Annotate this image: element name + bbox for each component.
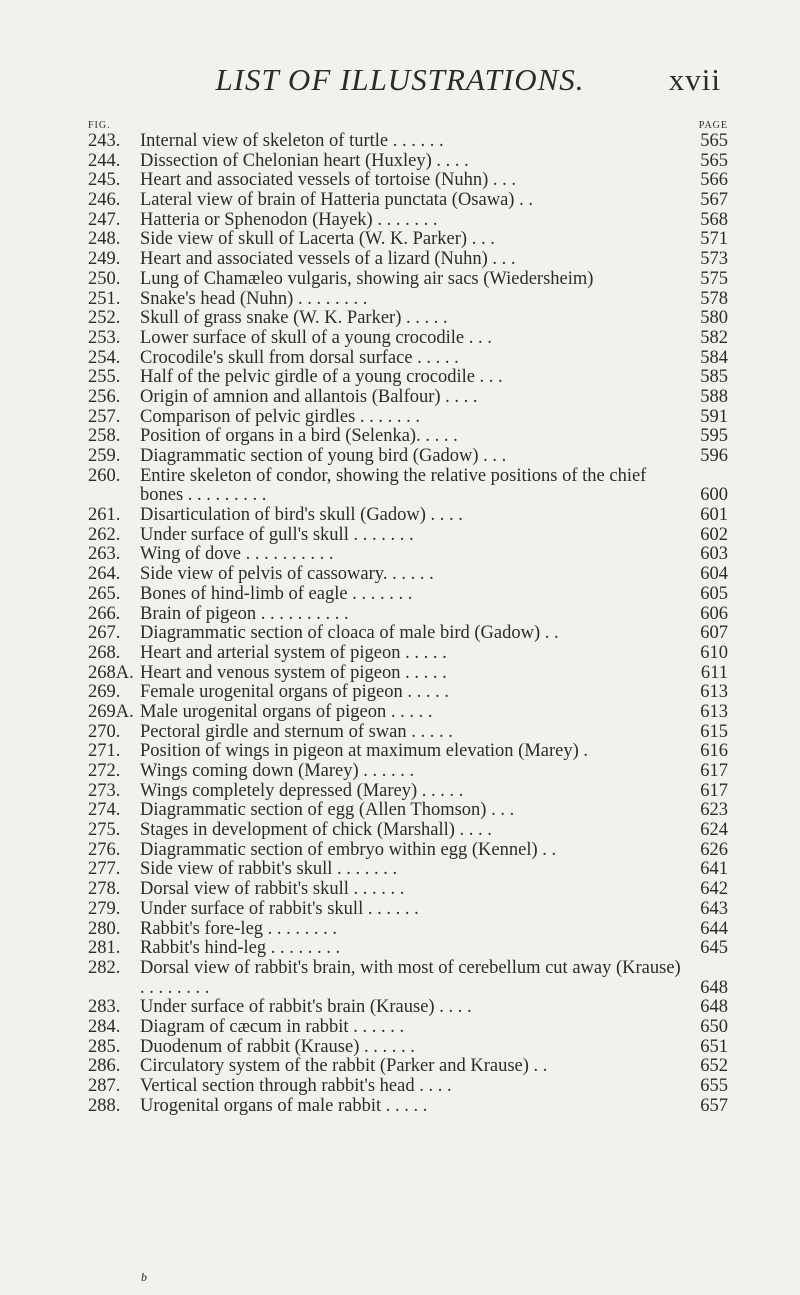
figure-caption: Hatteria or Sphenodon (Hayek) . . . . . . . xyxy=(140,209,438,230)
page-reference: 617 xyxy=(700,761,728,782)
list-item xyxy=(88,703,728,723)
figure-caption: Dorsal view of rabbit's brain, with most of cerebellum cut away (Krause) . . . . . . . . xyxy=(140,957,681,998)
page-reference: 613 xyxy=(700,701,728,722)
page-reference: 595 xyxy=(700,426,728,447)
figure-number: 248. xyxy=(88,229,121,250)
figure-caption: Diagrammatic section of embryo within egg (Kennel) . . xyxy=(140,839,557,860)
list-item xyxy=(88,900,728,920)
list-item xyxy=(88,959,728,998)
figure-number: 256. xyxy=(88,386,121,407)
page-reference: 605 xyxy=(700,583,728,604)
figure-caption: Snake's head (Nuhn) . . . . . . . . xyxy=(140,288,368,309)
figure-number: 260. xyxy=(88,465,121,486)
figure-caption: Pectoral girdle and sternum of swan . . . . . xyxy=(140,721,453,742)
figure-caption: Female urogenital organs of pigeon . . . . . xyxy=(140,682,449,703)
list-item xyxy=(88,1038,728,1058)
list-item xyxy=(88,270,728,290)
figure-number: 253. xyxy=(88,327,121,348)
figure-number: 249. xyxy=(88,249,121,270)
figure-number: 279. xyxy=(88,898,121,919)
figure-number: 259. xyxy=(88,446,121,466)
page-reference: 648 xyxy=(700,977,728,998)
figure-number: 275. xyxy=(88,820,121,841)
page-reference: 573 xyxy=(700,249,728,270)
page-reference: 623 xyxy=(700,800,728,821)
list-item xyxy=(88,506,728,526)
figure-caption: Wing of dove . . . . . . . . . . xyxy=(140,544,334,565)
figure-caption: Male urogenital organs of pigeon . . . . . xyxy=(140,701,433,722)
figure-number: 252. xyxy=(88,308,121,329)
list-item xyxy=(88,782,728,802)
list-item xyxy=(88,644,728,664)
list-item xyxy=(88,171,728,191)
page-reference: 604 xyxy=(700,564,728,585)
signature-mark: b xyxy=(141,1270,147,1284)
page-reference: 565 xyxy=(700,131,728,151)
figure-number: 287. xyxy=(88,1076,121,1097)
figure-caption: Comparison of pelvic girdles . . . . . . . xyxy=(140,406,421,427)
figure-caption: Rabbit's fore-leg . . . . . . . . xyxy=(140,918,338,939)
figure-number: 272. xyxy=(88,761,121,782)
page-reference: 648 xyxy=(700,997,728,1018)
figure-caption: Diagrammatic section of young bird (Gadow) . . . xyxy=(140,446,507,466)
list-item xyxy=(88,683,728,703)
figure-caption: Duodenum of rabbit (Krause) . . . . . . xyxy=(140,1036,415,1057)
list-item xyxy=(88,723,728,743)
page-reference: 571 xyxy=(700,229,728,250)
page-reference: 607 xyxy=(700,623,728,644)
list-item xyxy=(88,191,728,211)
figure-number: 288. xyxy=(88,1095,121,1116)
page-reference: 602 xyxy=(700,524,728,545)
figure-number: 266. xyxy=(88,603,121,624)
figure-caption: Wings completely depressed (Marey) . . . . . xyxy=(140,780,464,801)
list-item xyxy=(88,742,728,762)
page-reference: 644 xyxy=(700,918,728,939)
list-item xyxy=(88,545,728,565)
figure-caption: Under surface of rabbit's skull . . . . . . xyxy=(140,898,419,919)
figure-caption: Dissection of Chelonian heart (Huxley) . . . . xyxy=(140,150,469,171)
figure-caption: Lateral view of brain of Hatteria punctata (Osawa) . . xyxy=(140,190,533,211)
list-item xyxy=(88,329,728,349)
page-reference: 655 xyxy=(700,1076,728,1097)
list-item xyxy=(88,408,728,428)
figure-caption: Heart and associated vessels of a lizard (Nuhn) . . . xyxy=(140,249,516,270)
figure-caption: Crocodile's skull from dorsal surface . . . . . xyxy=(140,347,459,368)
page-reference: 645 xyxy=(700,938,728,959)
list-item xyxy=(88,1018,728,1038)
figure-caption: Position of wings in pigeon at maximum elevation (Marey) . xyxy=(140,741,589,762)
figure-number: 281. xyxy=(88,938,121,959)
figure-number: 283. xyxy=(88,997,121,1018)
list-item xyxy=(88,801,728,821)
figure-number: 268. xyxy=(88,642,121,663)
page-reference: 580 xyxy=(700,308,728,329)
list-item xyxy=(88,880,728,900)
figure-caption: Circulatory system of the rabbit (Parker and Krause) . . xyxy=(140,1056,548,1077)
page-reference: 606 xyxy=(700,603,728,624)
figure-number: 262. xyxy=(88,524,121,545)
page-reference: 613 xyxy=(700,682,728,703)
figure-caption: Disarticulation of bird's skull (Gadow) . . . . xyxy=(140,505,463,526)
list-item xyxy=(88,290,728,310)
list-item xyxy=(88,939,728,959)
figure-caption: Heart and arterial system of pigeon . . . . . xyxy=(140,642,447,663)
figure-number: 269A. xyxy=(88,701,134,722)
page-reference: 651 xyxy=(700,1036,728,1057)
figure-number: 261. xyxy=(88,505,121,526)
list-item xyxy=(88,1057,728,1077)
figure-number: 276. xyxy=(88,839,121,860)
figure-caption: Lower surface of skull of a young crocodile . . . xyxy=(140,327,492,348)
figure-number: 270. xyxy=(88,721,121,742)
page-reference: 616 xyxy=(700,741,728,762)
figure-caption: Position of organs in a bird (Selenka). . . . . xyxy=(140,426,458,447)
figure-number: 258. xyxy=(88,426,121,447)
page-reference: 568 xyxy=(700,209,728,230)
list-item xyxy=(88,565,728,585)
figure-caption: Under surface of rabbit's brain (Krause) . . . . xyxy=(140,997,472,1018)
page-reference: 652 xyxy=(700,1056,728,1077)
list-item xyxy=(88,447,728,467)
list-item xyxy=(88,585,728,605)
figure-number: 274. xyxy=(88,800,121,821)
list-item xyxy=(88,250,728,270)
list-item xyxy=(88,211,728,231)
figure-number: 280. xyxy=(88,918,121,939)
page-reference: 626 xyxy=(700,839,728,860)
fig-column-label: FIG. xyxy=(88,120,111,131)
page-reference: 567 xyxy=(700,190,728,211)
list-item xyxy=(88,309,728,329)
figure-caption: Heart and associated vessels of tortoise (Nuhn) . . . xyxy=(140,170,517,191)
list-item xyxy=(88,1077,728,1097)
list-item xyxy=(88,152,728,172)
page-reference: 600 xyxy=(700,485,728,506)
page-reference: 615 xyxy=(700,721,728,742)
figure-number: 247. xyxy=(88,209,121,230)
figure-number: 286. xyxy=(88,1056,121,1077)
list-item xyxy=(88,467,728,506)
figure-number: 268A. xyxy=(88,662,134,683)
page-reference: 575 xyxy=(700,268,728,289)
figure-caption: Under surface of gull's skull . . . . . . . xyxy=(140,524,414,545)
page-reference: 603 xyxy=(700,544,728,565)
page-reference: 642 xyxy=(700,879,728,900)
figure-number: 243. xyxy=(88,131,121,151)
figure-caption: Diagrammatic section of cloaca of male bird (Gadow) . . xyxy=(140,623,559,644)
figure-number: 263. xyxy=(88,544,121,565)
page-number: xvii xyxy=(668,62,721,97)
figure-caption: Side view of rabbit's skull . . . . . . . xyxy=(140,859,398,880)
figure-caption: Side view of skull of Lacerta (W. K. Parker) . . . xyxy=(140,229,495,250)
list-item xyxy=(88,427,728,447)
list-item xyxy=(88,132,728,152)
list-item xyxy=(88,841,728,861)
list-item xyxy=(88,605,728,625)
list-item xyxy=(88,624,728,644)
page-reference: 601 xyxy=(700,505,728,526)
figure-caption: Half of the pelvic girdle of a young crocodile . . . xyxy=(140,367,503,388)
page-column-label: PAGE xyxy=(698,120,728,131)
list-item xyxy=(88,526,728,546)
figure-number: 251. xyxy=(88,288,121,309)
figure-caption: Internal view of skeleton of turtle . . . . . . xyxy=(140,131,444,151)
list-item xyxy=(88,998,728,1018)
list-item xyxy=(88,762,728,782)
figure-number: 284. xyxy=(88,1016,121,1037)
list-item xyxy=(88,349,728,369)
page-reference: 582 xyxy=(700,327,728,348)
page-reference: 566 xyxy=(700,170,728,191)
illustration-list xyxy=(88,132,728,1116)
figure-caption: Origin of amnion and allantois (Balfour) . . . . xyxy=(140,386,478,407)
figure-number: 271. xyxy=(88,741,121,762)
page-reference: 565 xyxy=(700,150,728,171)
figure-caption: Rabbit's hind-leg . . . . . . . . xyxy=(140,938,341,959)
page-reference: 611 xyxy=(700,662,728,683)
list-item xyxy=(88,388,728,408)
page-reference: 596 xyxy=(700,446,728,466)
page-reference: 650 xyxy=(700,1016,728,1037)
page-reference: 610 xyxy=(700,642,728,663)
figure-number: 269. xyxy=(88,682,121,703)
figure-number: 245. xyxy=(88,170,121,191)
figure-caption: Brain of pigeon . . . . . . . . . . xyxy=(140,603,349,624)
figure-number: 278. xyxy=(88,879,121,900)
figure-number: 255. xyxy=(88,367,121,388)
page-reference: 657 xyxy=(700,1095,728,1116)
figure-caption: Wings coming down (Marey) . . . . . . xyxy=(140,761,415,782)
figure-number: 257. xyxy=(88,406,121,427)
figure-number: 250. xyxy=(88,268,121,289)
figure-caption: Urogenital organs of male rabbit . . . . . xyxy=(140,1095,428,1116)
figure-number: 273. xyxy=(88,780,121,801)
figure-number: 265. xyxy=(88,583,121,604)
figure-number: 267. xyxy=(88,623,121,644)
page-header xyxy=(0,62,800,102)
figure-number: 244. xyxy=(88,150,121,171)
figure-number: 264. xyxy=(88,564,121,585)
list-item xyxy=(88,1097,728,1117)
page-reference: 617 xyxy=(700,780,728,801)
figure-caption: Side view of pelvis of cassowary. . . . . . xyxy=(140,564,434,585)
list-item xyxy=(88,230,728,250)
figure-caption: Vertical section through rabbit's head . . . . xyxy=(140,1076,452,1097)
page-reference: 584 xyxy=(700,347,728,368)
figure-number: 285. xyxy=(88,1036,121,1057)
page-reference: 588 xyxy=(700,386,728,407)
list-item xyxy=(88,368,728,388)
figure-caption: Diagram of cæcum in rabbit . . . . . . xyxy=(140,1016,405,1037)
figure-caption: Entire skeleton of condor, showing the relative positions of the chief bones . . . . . . . . . xyxy=(140,465,647,506)
figure-caption: Lung of Chamæleo vulgaris, showing air sacs (Wiedersheim) xyxy=(140,268,594,289)
figure-number: 282. xyxy=(88,957,121,978)
figure-caption: Heart and venous system of pigeon . . . . . xyxy=(140,662,447,683)
list-item xyxy=(88,821,728,841)
page-reference: 578 xyxy=(700,288,728,309)
page-reference: 585 xyxy=(700,367,728,388)
list-item xyxy=(88,860,728,880)
figure-caption: Diagrammatic section of egg (Allen Thomson) . . . xyxy=(140,800,515,821)
list-item xyxy=(88,664,728,684)
figure-number: 277. xyxy=(88,859,121,880)
page-reference: 624 xyxy=(700,820,728,841)
figure-caption: Bones of hind-limb of eagle . . . . . . . xyxy=(140,583,413,604)
figure-caption: Skull of grass snake (W. K. Parker) . . . . . xyxy=(140,308,448,329)
page-reference: 591 xyxy=(700,406,728,427)
figure-number: 254. xyxy=(88,347,121,368)
page-reference: 643 xyxy=(700,898,728,919)
page-reference: 641 xyxy=(700,859,728,880)
running-title: LIST OF ILLUSTRATIONS. xyxy=(215,62,585,97)
figure-caption: Dorsal view of rabbit's skull . . . . . . xyxy=(140,879,405,900)
figure-number: 246. xyxy=(88,190,121,211)
figure-caption: Stages in development of chick (Marshall) . . . . xyxy=(140,820,492,841)
list-item xyxy=(88,920,728,940)
